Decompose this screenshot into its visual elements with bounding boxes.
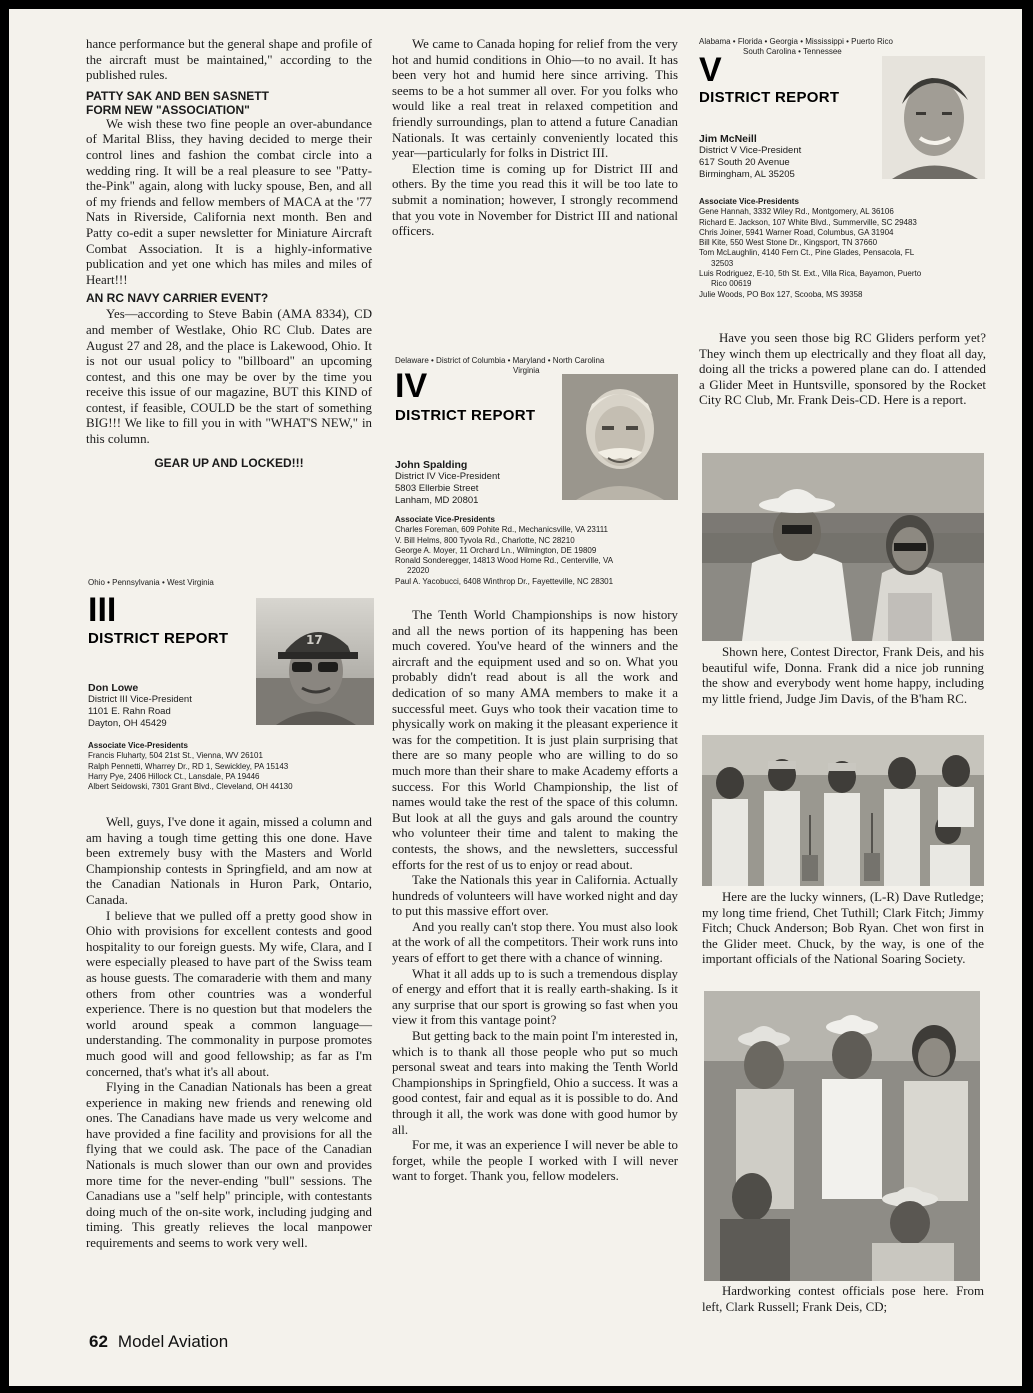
associate-2: Ralph Pennetti, Wharrey Dr., RD 1, Sewickley, PA 15143 — [88, 761, 289, 771]
associate-5: Tom McLaughlin, 4140 Fern Ct., Pine Glades, Pensacola, FL — [699, 248, 915, 258]
photo-lucky-winners — [702, 735, 984, 886]
district-5-body — [699, 331, 986, 409]
associate-7: Julie Woods, PO Box 127, Scooba, MS 39358 — [699, 289, 863, 299]
associate-3: Chris Joiner, 5941 Warner Road, Columbus, GA 31904 — [699, 227, 894, 237]
associate-1: Charles Foreman, 609 Pohite Rd., Mechanicsville, VA 23111 — [395, 525, 608, 535]
district-4-numeral: IV — [395, 367, 428, 405]
vp-name: Don Lowe — [88, 682, 139, 694]
photo-contest-director-and-wife — [702, 453, 984, 641]
section-heading-patty-sak — [86, 89, 372, 117]
district-3-body — [86, 815, 372, 1252]
canada-paragraph: We came to Canada hoping for relief from the very hot and humid conditions in Ohio—to no avail. It has been very hot and humid here since arriving. This seems to be a hot summer all over. For you folks who would like a real treat in relaxed competition and friendly surroundings, plan to attend a future Canadian Nationals. It was certainly conveniently located this year—particularly for folks in District III. — [392, 37, 678, 161]
states-line-2: South Carolina • Tennessee — [743, 47, 842, 56]
district-5-associates — [699, 197, 921, 300]
associate-6: Luis Rodriguez, E-10, 5th St. Ext., Villa Rica, Bayamon, Puerto — [699, 269, 922, 279]
district-5-paragraph-1: Have you seen those big RC Gliders perform yet? They winch them up electrically and they float all day, doing all the tricks a powered plane can do. I attended a Glider Meet in Huntsville, sponsored by the Rocket City RC Club, Mr. Frank Deis-CD. Here is a report. — [699, 331, 986, 408]
district-3-paragraph-3: Flying in the Canadian Nationals has been a great experience in making new friends and renewing old ones. The Canadians have made us very welcome and have provided a fine facility and provisions for all the flying that we could ask. The pace of the Canadian Nationals is much slower than our own and provides more time for the never-ending "bull" sessions. The Canadians use a "self help" principle, with contestants doing much of the on-site work, including judging and timing. This greatly relieves the local manpower requirements and seems to work very well. — [86, 1080, 372, 1251]
states-line-1: Delaware • District of Columbia • Maryland • North Carolina — [395, 356, 605, 365]
vp-address-2: Dayton, OH 45429 — [88, 718, 167, 729]
photo-smiling-man — [882, 56, 985, 179]
caption-officials — [702, 1284, 984, 1315]
district-5-numeral: V — [699, 51, 722, 89]
svg-text:17: 17 — [306, 633, 323, 647]
heading-line-2: FORM NEW "ASSOCIATION" — [86, 102, 250, 117]
district-3-paragraph-2: I believe that we pulled off a pretty good show in Ohio with provisions for excellent contests and good hospitality to our foreign guests. My wife, Clara, and I were especially pleased to have part of the Swiss team as house guests. The comaraderie with them and many others from other countries was a wonderful experience. There is no question but that modelers the world around speak a common language—understanding. The commonality in purpose promotes much good will and good fellowship; as far as I'm concerned, that's what it's all about. — [86, 908, 372, 1079]
district-3-title: DISTRICT REPORT — [88, 630, 229, 647]
associates-title: Associate Vice-Presidents — [699, 197, 799, 206]
associate-1: Francis Fluharty, 504 21st St., Vienna, WV 26101 — [88, 751, 263, 761]
vp-role: District III Vice-President — [88, 694, 192, 705]
closing-line: GEAR UP AND LOCKED!!! — [154, 455, 304, 470]
district-5-title: DISTRICT REPORT — [699, 89, 840, 106]
district-3-associates — [88, 741, 293, 792]
caption-text: Shown here, Contest Director, Frank Deis, and his beautiful wife, Donna. Frank did a nice job running the show and everybody went home happy, including my little friend, Judge Jim Davis, of the B'ham RC. — [702, 645, 984, 706]
vp-role: District IV Vice-President — [395, 471, 500, 482]
district-3-numeral: III — [88, 591, 117, 629]
vp-name: John Spalding — [395, 459, 468, 471]
district-4-title: DISTRICT REPORT — [395, 407, 536, 424]
vp-address-1: 5803 Ellerbie Street — [395, 483, 479, 494]
caption-text: Here are the lucky winners, (L-R) Dave Rutledge; my long time friend, Chet Tuthill; Clark Fitch; Jimmy Fitch; Chuck Anderson; Bob Ryan. Chet won first in the Glider meet. Chuck, by the way, is one of the important officials of the National Soaring Society. — [702, 890, 984, 967]
associate-1: Gene Hannah, 3332 Wiley Rd., Montgomery, AL 36106 — [699, 207, 894, 217]
caption-contest-director — [702, 645, 984, 707]
states-line-2: Virginia — [513, 366, 540, 375]
associate-4: Albert Seidowski, 7301 Grant Blvd., Cleveland, OH 44130 — [88, 782, 293, 792]
associates-title: Associate Vice-Presidents — [395, 515, 495, 524]
magazine-page — [9, 9, 1022, 1386]
heading-line-1: PATTY SAK AND BEN SASNETT — [86, 88, 269, 103]
caption-winners — [702, 890, 984, 968]
states-line-1: Alabama • Florida • Georgia • Mississippi • Puerto Rico — [699, 37, 893, 46]
column-1-top — [86, 37, 372, 471]
associate-5: Paul A. Yacobucci, 6408 Winthrop Dr., Fayetteville, NC 28301 — [395, 576, 614, 586]
district-5-vp-info — [699, 133, 801, 181]
district-4-paragraph-6: For me, it was an experience I will never be able to forget, while the people I worked with I will never want to forget. Thank you, fellow modelers. — [392, 1138, 678, 1184]
associate-4: Bill Kite, 550 West Stone Dr., Kingsport, TN 37660 — [699, 238, 878, 248]
associate-5-cont: 32503 — [711, 258, 734, 268]
photo-group-winners — [702, 735, 984, 886]
vp-address-1: 617 South 20 Avenue — [699, 157, 790, 168]
vp-address-1: 1101 E. Rahn Road — [88, 706, 171, 717]
district-5-vp-photo — [882, 56, 985, 179]
district-4-vp-info — [395, 459, 500, 507]
district-4-paragraph-3: And you really can't stop there. You must also look at the work of all the competitors. Their work runs into years of effort to get there with a chance of winning. — [392, 919, 678, 966]
associates-title: Associate Vice-Presidents — [88, 741, 188, 750]
district-5-states — [699, 37, 949, 57]
associate-2: V. Bill Helms, 800 Tyvola Rd., Charlotte, NC 28210 — [395, 535, 575, 545]
photo-man-with-mustache — [562, 374, 678, 500]
vp-role: District V Vice-President — [699, 145, 802, 156]
vp-name: Jim McNeill — [699, 133, 757, 145]
district-4-body — [392, 608, 678, 1185]
paragraph-wedding: We wish these two fine people an over-abundance of Marital Bliss, they having decided to merge their control lines and fashion the combat circle into a wedding ring. It will be a real pleasure to see "Patty-the-Pink" again, along with lucky spouse, Ben, and all of my friends and fellow members of MACA at the '77 Nats in Riverside, California next month. Ben and Patty co-edit a super newsletter for Miniature Aircraft Combat Association. It is a highly-informative publication and yet one which has miles and miles of Heart!!! — [86, 116, 372, 287]
district-4-paragraph-4: What it all adds up to is such a tremendous display of energy and effort that it is really earth-shaking. Is it any surprise that our sport is growing so fast when you view it from this vantage point? — [392, 966, 678, 1028]
page-footer — [89, 1332, 228, 1352]
associate-4: Ronald Sonderegger, 14813 Wood Home Rd., Centerville, VA — [395, 556, 614, 566]
district-3-vp-info — [88, 682, 192, 730]
associate-3: Harry Pye, 2406 Hillock Ct., Lansdale, PA 19446 — [88, 771, 260, 781]
vp-address-2: Birmingham, AL 35205 — [699, 169, 795, 180]
district-3-paragraph-1: Well, guys, I've done it again, missed a column and am having a tough time getting this one done. Have been extremely busy with the Masters and World Championship contests in Springfield, and am now at the Canadian Nationals in Huron Park, Ontario, Canada. — [86, 815, 372, 907]
magazine-name: Model Aviation — [117, 1332, 229, 1351]
associate-2: Richard E. Jackson, 107 White Blvd., Summerville, SC 29483 — [699, 217, 917, 227]
district-3-vp-photo — [256, 598, 374, 725]
district-4-paragraph-5: But getting back to the main point I'm interested in, which is to thank all those people who put so much personal sweat and tears into making the Tenth World Championships in Springfield, Ohio a success. It was a good contest, fair and equal as it is possible to do. And through it all, the work was done with good humor by all. — [392, 1029, 678, 1137]
page-number: 62 — [89, 1332, 108, 1351]
photo-couple — [702, 453, 984, 641]
associate-4-cont: 22020 — [407, 566, 430, 576]
district-4-paragraph-2: Take the Nationals this year in California. Actually hundreds of volunteers will have worked night and day to put this massive effort over. — [392, 873, 678, 919]
associate-6-cont: Rico 00619 — [711, 279, 752, 289]
district-3-states: Ohio • Pennsylvania • West Virginia — [88, 578, 214, 587]
photo-group-officials — [704, 991, 980, 1281]
election-paragraph: Election time is coming up for District III and others. By the time you read this it will be too late to submit a nomination; however, I strongly recommend that you vote in November for District III and national officers. — [392, 161, 678, 239]
intro-paragraph: hance performance but the general shape and profile of the aircraft must be maintained," according to the published rules. — [86, 37, 372, 83]
associate-3: George A. Moyer, 11 Orchard Ln., Wilmington, DE 19809 — [395, 545, 597, 555]
district-4-associates — [395, 515, 613, 587]
district-4-vp-photo — [562, 374, 678, 500]
district-4-paragraph-1: The Tenth World Championships is now history and all the news portion of its happening has been much covered. You've heard of the winners and the aircraft and the equipment used and so on. What you probably didn't read about is all the work and dedication of so many AMA members to make it a successful meet. Guys who took their vacation time to physically work on making it the pleasant experience it was for the competition. It is just plain surprising that there are so many people who are willing to do so much more than their share to make Academy efforts a success. For this World Championship, the list of names would take the rest of the space of this column. But look at all the guys and gals around the country who volunteer their time and talent to making the contests, the shows, and the newsletters, successful efforts for the rest of us to enjoy or read about. — [392, 608, 678, 872]
column-2-top — [392, 37, 678, 240]
vp-address-2: Lanham, MD 20801 — [395, 495, 479, 506]
photo-man-in-cap — [256, 598, 374, 725]
caption-text: Hardworking contest officials pose here. From left, Clark Russell; Frank Deis, CD; — [702, 1284, 984, 1314]
photo-contest-officials — [704, 991, 980, 1281]
paragraph-rc-navy: Yes—according to Steve Babin (AMA 8334), CD and member of Westlake, Ohio RC Club. Dates are August 27 and 28, and the place is Lakewood, Ohio. It is not our usual policy to "billboard" an upcoming contest, and this one may be over by the time you receive this issue of our magazine, BUT this KIND of contest, if feasible, COULD be the start of something BIG!!! We like to fill you in with "WHAT'S NEW," in this column. — [86, 307, 372, 447]
section-heading-rc-navy: AN RC NAVY CARRIER EVENT? — [86, 291, 269, 306]
district-4-states — [395, 356, 645, 376]
